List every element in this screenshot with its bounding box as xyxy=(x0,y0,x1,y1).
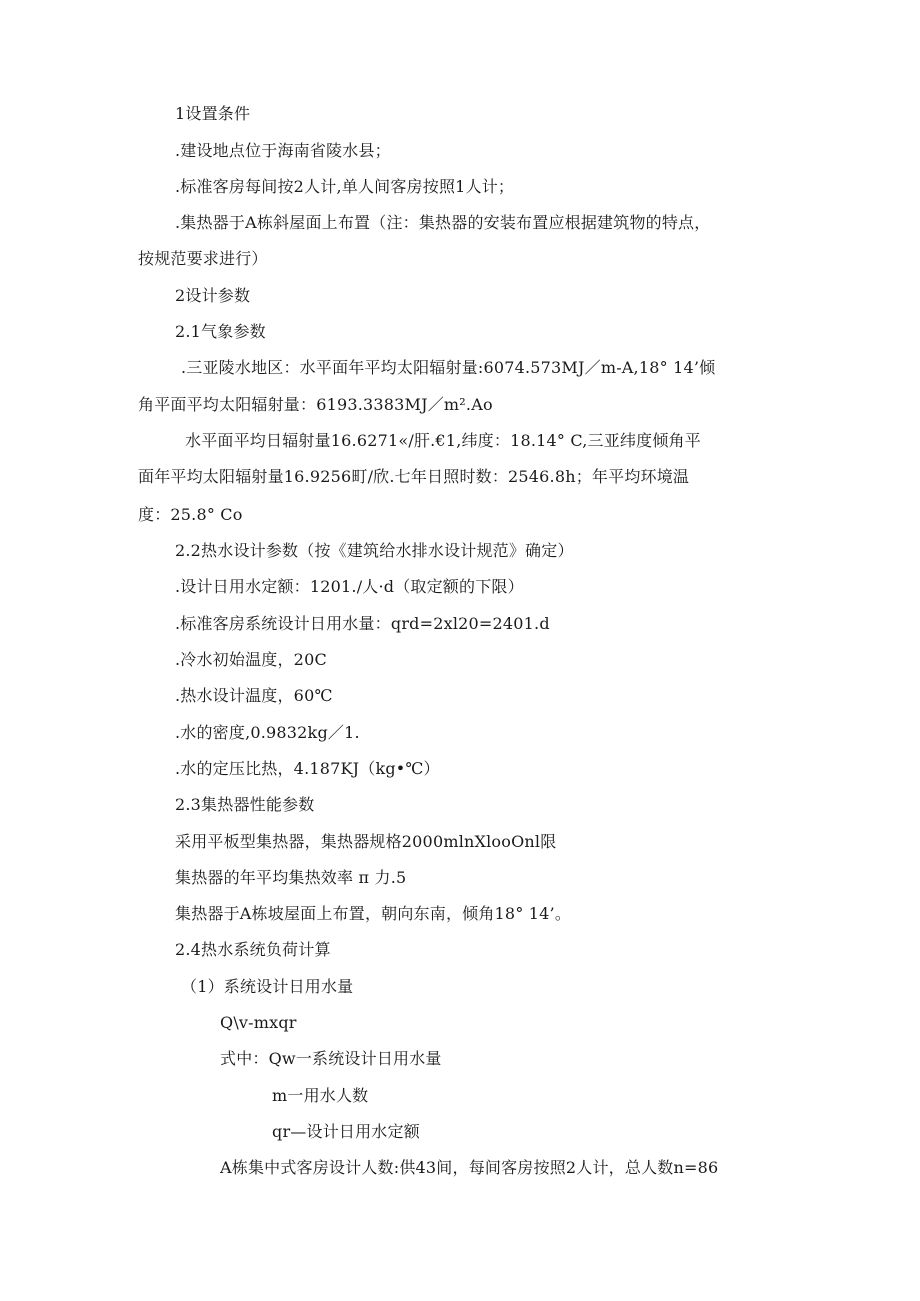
subsection-heading: 2.1气象参数 xyxy=(175,322,266,341)
paragraph-line: .建设地点位于海南省陵水县； xyxy=(175,141,391,160)
list-item-heading: （1）系统设计日用水量 xyxy=(181,977,354,996)
paragraph-line: 集热器于A栋坡屋面上布置，朝向东南，倾角18° 14’。 xyxy=(175,904,572,923)
paragraph-line: 集热器的年平均集热效率 π 力.5 xyxy=(175,868,407,887)
paragraph-line: 度：25.8° Co xyxy=(138,505,243,524)
formula-definition: m一用水人数 xyxy=(272,1086,369,1105)
paragraph-line: .三亚陵水地区：水平面年平均太阳辐射量:6074.573MJ／m-A,18° 14’倾 xyxy=(181,358,716,377)
paragraph-line: 按规范要求进行） xyxy=(138,249,268,268)
subsection-heading: 2.3集热器性能参数 xyxy=(175,795,315,814)
subsection-heading: 2.4热水系统负荷计算 xyxy=(175,940,331,959)
paragraph-line: .集热器于A栋斜屋面上布置（注：集热器的安装布置应根据建筑物的特点， xyxy=(175,213,711,232)
paragraph-line: 水平面平均日辐射量16.6271«/肝.€1,纬度：18.14° C,三亚纬度倾角平 xyxy=(185,431,701,450)
paragraph-line: .冷水初始温度，20C xyxy=(175,650,327,669)
paragraph-line: A栋集中式客房设计人数:供43间，每间客房按照2人计，总人数n=86 xyxy=(220,1158,719,1177)
section-heading-1: 1设置条件 xyxy=(175,104,251,123)
paragraph-line: 面年平均太阳辐射量16.9256町/欣.七年日照时数：2546.8h；年平均环境温 xyxy=(138,467,690,486)
formula-line: Q\v-mxqr xyxy=(220,1013,297,1032)
paragraph-line: .设计日用水定额：1201./人·d（取定额的下限） xyxy=(175,577,524,596)
paragraph-line: .水的定压比热，4.187KJ（kg•℃） xyxy=(175,759,440,778)
paragraph-line: .水的密度,0.9832kg／1. xyxy=(175,723,360,742)
section-heading-2: 2设计参数 xyxy=(175,286,251,305)
subsection-heading: 2.2热水设计参数（按《建筑给水排水设计规范》确定） xyxy=(175,541,574,560)
formula-definition: qr—设计日用水定额 xyxy=(272,1122,420,1141)
formula-definition: 式中：Qw一系统设计日用水量 xyxy=(220,1049,442,1068)
paragraph-line: .标准客房每间按2人计,单人间客房按照1人计； xyxy=(175,177,515,196)
paragraph-line: .标准客房系统设计日用水量：qrd=2xl20=2401.d xyxy=(175,614,550,633)
paragraph-line: .热水设计温度，60℃ xyxy=(175,686,333,705)
paragraph-line: 采用平板型集热器，集热器规格2000mlnXlooOnl限 xyxy=(175,832,557,851)
paragraph-line: 角平面平均太阳辐射量：6193.3383MJ／m².Ao xyxy=(138,395,493,414)
